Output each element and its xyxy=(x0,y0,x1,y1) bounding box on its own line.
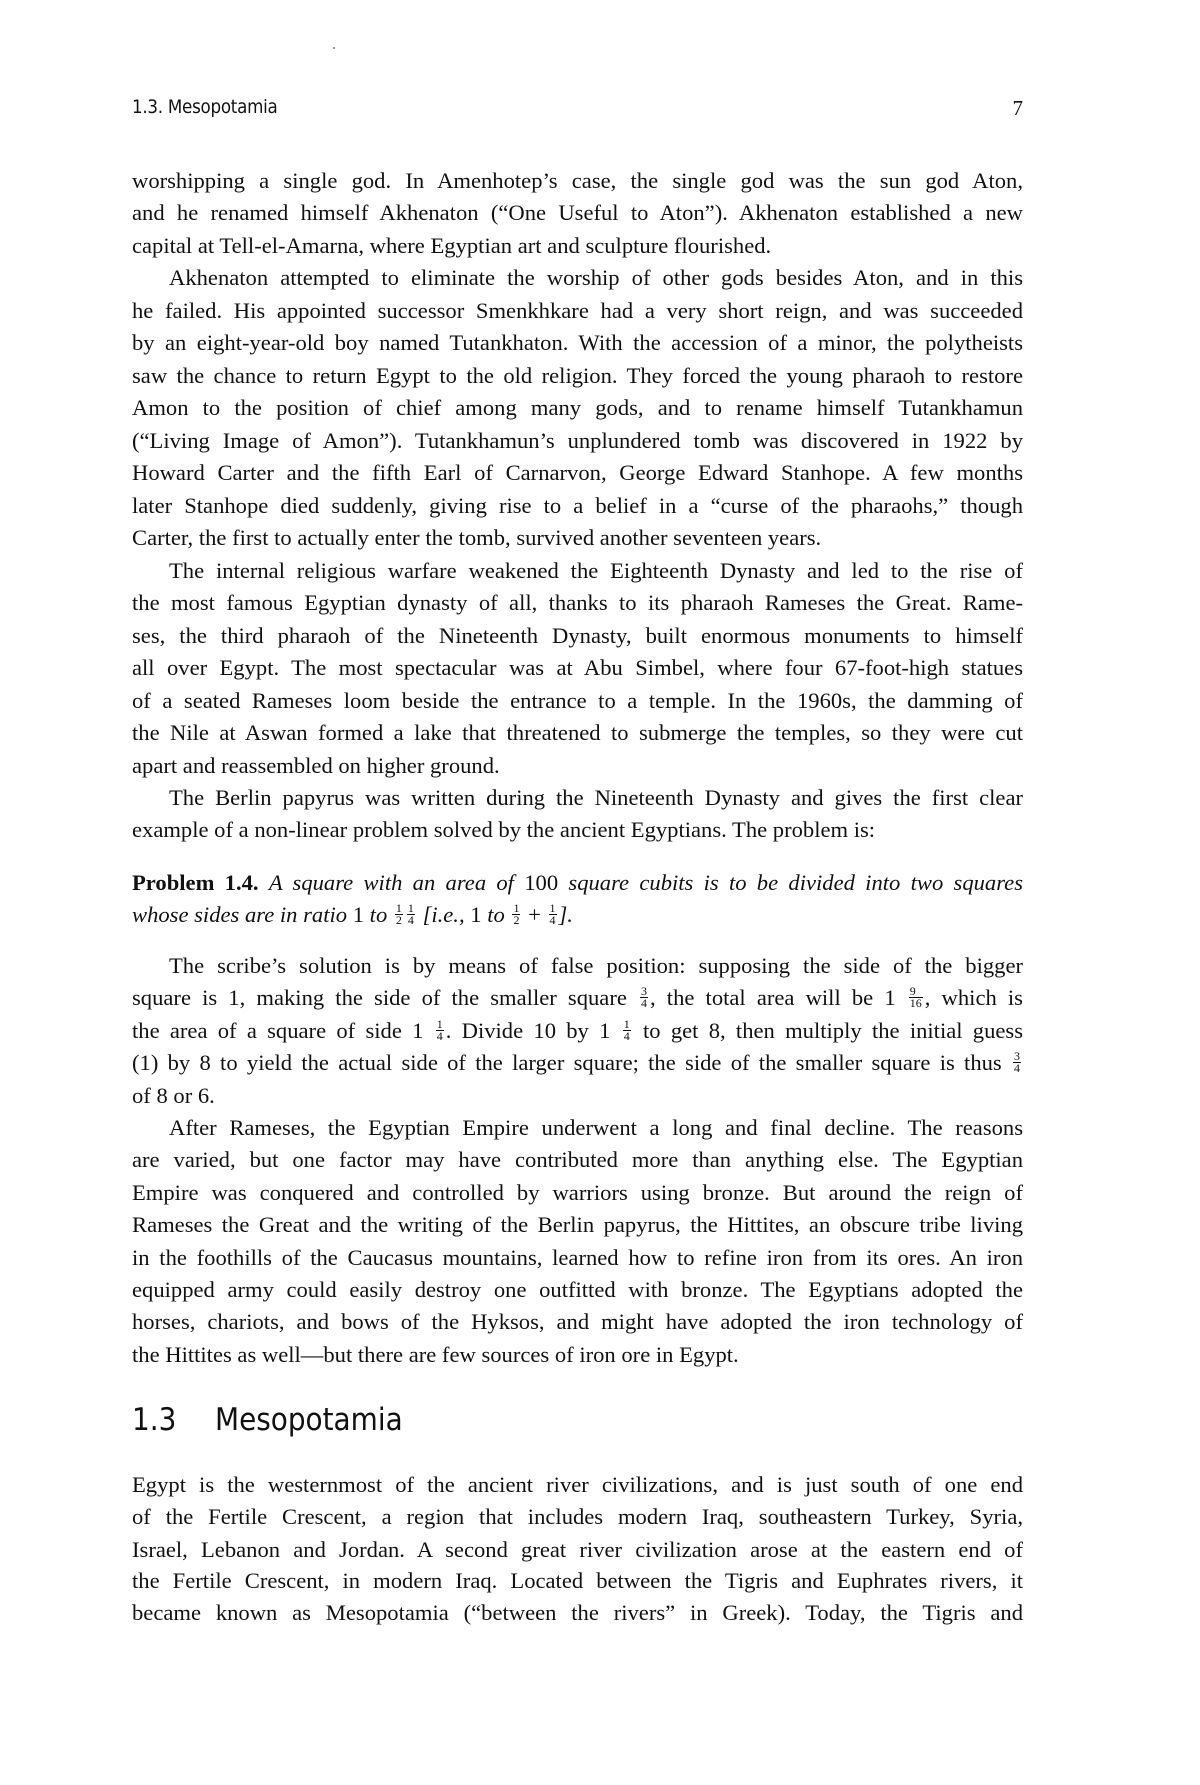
text-line: of 8 or 6. xyxy=(132,1083,215,1108)
text-line: all over Egypt. The most spectacular was at Abu Simbel, where four 67-foot-high statues xyxy=(132,655,1023,680)
text-line: became known as Mesopotamia (“between the rivers” in Greek). Today, the Tigris and xyxy=(132,1600,1023,1625)
problem-line-1: Problem 1.4. A square with an area of 100 square cubits is to be divided into two squares xyxy=(132,870,1023,895)
text-line: capital at Tell-el-Amarna, where Egyptian art and sculpture flourished. xyxy=(132,233,772,258)
text-line: the most famous Egyptian dynasty of all, thanks to its pharaoh Rameses the Great. Rame- xyxy=(132,590,1023,615)
text-line: the Fertile Crescent, in modern Iraq. Located between the Tigris and Euphrates rivers, it xyxy=(132,1568,1023,1593)
text-line: The scribe’s solution is by means of false position: supposing the side of the bigger xyxy=(169,953,1023,978)
running-head xyxy=(132,96,1023,124)
section-title: Mesopotamia xyxy=(215,1402,403,1438)
fraction-one-quarter: $\frac{1}{4}$ xyxy=(436,1017,443,1044)
running-head-section: 1.3. Mesopotamia xyxy=(132,96,278,118)
text-line: example of a non-linear problem solved by the ancient Egyptians. The problem is: xyxy=(132,817,876,842)
text-line: Empire was conquered and controlled by warriors using bronze. But around the reign of xyxy=(132,1180,1023,1205)
section-number: 1.3 xyxy=(132,1402,177,1438)
text-line: are varied, but one factor may have contributed more than anything else. The Egyptian xyxy=(132,1147,1023,1172)
fraction-three-quarters: $\frac{3}{4}$ xyxy=(641,984,648,1011)
text-line: in the foothills of the Caucasus mountains, learned how to refine iron from its ores. An iron xyxy=(132,1245,1023,1270)
text-line: and he renamed himself Akhenaton (“One Useful to Aton”). Akhenaton established a new xyxy=(132,200,1023,225)
text-line: Rameses the Great and the writing of the Berlin papyrus, the Hittites, an obscure tribe living xyxy=(132,1212,1023,1237)
text-line: (1) by 8 to yield the actual side of the larger square; the side of the smaller square is thus $\frac{3}{4}$ xyxy=(132,1049,1020,1076)
text-line: The Berlin papyrus was written during the Nineteenth Dynasty and gives the first clear xyxy=(169,785,1023,810)
fraction-one-quarter: $\frac{1}{4}$ xyxy=(407,901,414,928)
text-line: later Stanhope died suddenly, giving rise to a belief in a “curse of the pharaohs,” though xyxy=(132,493,1023,518)
text-line: of the Fertile Crescent, a region that includes modern Iraq, southeastern Turkey, Syria, xyxy=(132,1504,1023,1529)
text-line: horses, chariots, and bows of the Hyksos, and might have adopted the iron technology of xyxy=(132,1309,1023,1334)
fraction-one-quarter: $\frac{1}{4}$ xyxy=(623,1017,630,1044)
text-line: square is 1, making the side of the smaller square $\frac{3}{4}$ , the total area will be 1 $\frac{9}{16}$ , which is xyxy=(132,984,1023,1011)
problem-line-2: whose sides are in ratio 1 to $\frac{1}{2}$ $\frac{1}{4}$ [i.e., 1 to $\frac{1}{2}$ + $\frac{1}{4}$ ]. xyxy=(132,901,573,928)
text-line: Carter, the first to actually enter the tomb, survived another seventeen years. xyxy=(132,525,822,550)
text-line: Amon to the position of chief among many gods, and to rename himself Tutankhamun xyxy=(132,395,1023,420)
text-line: apart and reassembled on higher ground. xyxy=(132,753,500,778)
text-line: Howard Carter and the fifth Earl of Carnarvon, George Edward Stanhope. A few months xyxy=(132,460,1023,485)
section-heading xyxy=(132,1400,424,1440)
text-line: ses, the third pharaoh of the Nineteenth Dynasty, built enormous monuments to himself xyxy=(132,623,1023,648)
text-line: equipped army could easily destroy one outfitted with bronze. The Egyptians adopted the xyxy=(132,1277,1023,1302)
text-line: The internal religious warfare weakened the Eighteenth Dynasty and led to the rise of xyxy=(169,558,1023,583)
text-line: (“Living Image of Amon”). Tutankhamun’s unplundered tomb was discovered in 1922 by xyxy=(132,428,1023,453)
text-line: Egypt is the westernmost of the ancient river civilizations, and is just south of one end xyxy=(132,1472,1023,1497)
scan-speck xyxy=(333,47,335,49)
problem-label: Problem 1.4. xyxy=(132,870,259,895)
fraction-three-quarters: $\frac{3}{4}$ xyxy=(1013,1049,1020,1076)
fraction-one-half: $\frac{1}{2}$ xyxy=(395,901,402,928)
text-line: he failed. His appointed successor Smenkhkare had a very short reign, and was succeeded xyxy=(132,298,1023,323)
text-line: the Nile at Aswan formed a lake that threatened to submerge the temples, so they were cut xyxy=(132,720,1023,745)
text-line: Israel, Lebanon and Jordan. A second great river civilization arose at the eastern end of xyxy=(132,1537,1023,1562)
page-number: 7 xyxy=(1012,96,1023,120)
text-line: worshipping a single god. In Amenhotep’s case, the single god was the sun god Aton, xyxy=(132,168,1023,193)
text-line: After Rameses, the Egyptian Empire underwent a long and final decline. The reasons xyxy=(169,1115,1023,1140)
text-line: the area of a square of side 1 $\frac{1}{4}$ . Divide 10 by 1 $\frac{1}{4}$ to get 8, then multiply the initial guess xyxy=(132,1017,1024,1044)
fraction-one-quarter: $\frac{1}{4}$ xyxy=(549,901,556,928)
fraction-one-half: $\frac{1}{2}$ xyxy=(513,901,520,928)
text-line: by an eight-year-old boy named Tutankhaton. With the accession of a minor, the polytheists xyxy=(132,330,1023,355)
text-line: of a seated Rameses loom beside the entrance to a temple. In the 1960s, the damming of xyxy=(132,688,1023,713)
text-line: the Hittites as well—but there are few sources of iron ore in Egypt. xyxy=(132,1342,739,1367)
text-line: saw the chance to return Egypt to the old religion. They forced the young pharaoh to restore xyxy=(132,363,1023,388)
text-line: Akhenaton attempted to eliminate the worship of other gods besides Aton, and in this xyxy=(169,265,1023,290)
fraction-nine-sixteenths: $\frac{9}{16}$ xyxy=(909,984,922,1011)
